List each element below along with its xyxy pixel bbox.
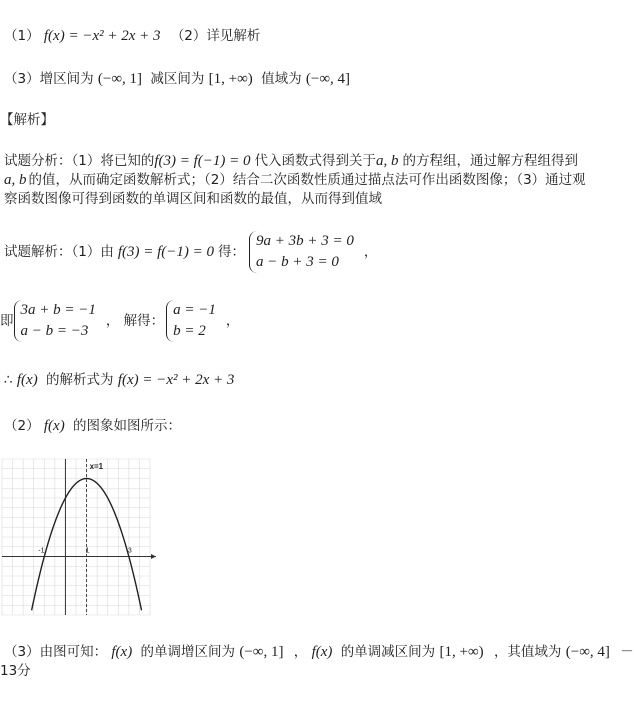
parabola-graph [0, 455, 160, 620]
x-axis-arrow [151, 554, 156, 559]
equation-system-2 [14, 300, 100, 342]
score: 13分 [0, 663, 31, 679]
conclusion-text-2: 的单调增区间为 [140, 644, 236, 660]
answer-decreasing-interval: [1, +∞) [208, 71, 253, 87]
conclusion-text-4: ，其值域为 [493, 644, 562, 660]
therefore-symbol: ∴ [4, 372, 13, 388]
conclusion-fx-2: f(x) [311, 644, 333, 660]
answer-line-2 [4, 70, 350, 88]
solution-condition: f(3) = f(−1) = 0 [117, 244, 215, 260]
solution-step-4-text: 的图象如图所示： [73, 418, 182, 434]
solution-step-4 [4, 417, 181, 435]
answer-part-1-label: （1） [4, 28, 40, 44]
solution-ji: 即 [0, 313, 14, 329]
comma: ， [363, 244, 378, 260]
conclusion-line-1 [4, 643, 634, 661]
system-1-row-1: 9a + 3b + 3 = 0 [256, 233, 354, 249]
equation-system-3 [166, 300, 220, 342]
solution-function: f(x) = −x² + 2x + 3 [117, 372, 235, 388]
solution-step-3 [4, 371, 234, 389]
analysis-line-2 [4, 171, 586, 189]
fx-symbol: f(x) [16, 372, 38, 388]
fx-symbol-2: f(x) [43, 418, 65, 434]
solution-step-3-text: 的解析式为 [46, 372, 114, 388]
system-3-row-1: a = −1 [173, 302, 216, 318]
part-2-label: （2） [4, 418, 40, 434]
answer-line-1 [4, 27, 260, 45]
graph-grid [2, 459, 150, 615]
system-2-row-2: a − b = −3 [20, 323, 89, 339]
answer-range-label: 值域为 [261, 71, 302, 87]
analysis-text-a: 试题分析：（1）将已知的 [4, 153, 155, 169]
answer-range: (−∞, 4] [305, 71, 351, 87]
tick-label-1: 1 [85, 547, 90, 555]
conclusion-comma: ， [293, 644, 308, 660]
conclusion-decreasing-interval: [1, +∞) [439, 644, 484, 660]
solution-jiede: ， 解得： [105, 313, 165, 329]
equation-system-1 [249, 231, 358, 273]
solution-de: 得： [218, 244, 246, 260]
analysis-ab-2: a, b [4, 172, 27, 188]
answer-decreasing-label: 减区间为 [150, 71, 205, 87]
conclusion-text-3: 的单调减区间为 [340, 644, 436, 660]
tick-label-3: 3 [127, 547, 132, 555]
analysis-line-1 [4, 152, 578, 170]
answer-part-3-label: （3）增区间为 [4, 71, 94, 87]
solution-step-2 [0, 298, 239, 344]
analysis-text-d: 的值，从而确定函数解析式；（2）结合二次函数性质通过描点法可作出函数图像；（3）通过观 [28, 172, 586, 188]
system-1-row-2: a − b + 3 = 0 [256, 254, 339, 270]
analysis-text-b: 代入函数式得到关于 [254, 153, 377, 169]
conclusion-range: (−∞, 4] [565, 644, 610, 660]
conclusion-dash: － [620, 644, 634, 660]
analysis-line-3: 察函数图像可得到函数的单调区间和函数的最值，从而得到值域 [4, 191, 382, 207]
system-2-row-1: 3a + b = −1 [20, 302, 96, 318]
tick-label-neg1: -1 [38, 547, 45, 555]
analysis-ab: a, b [376, 153, 399, 169]
comma-2: ， [225, 313, 240, 329]
symmetry-axis-label: x=1 [89, 462, 104, 471]
answer-increasing-interval: (−∞, 1] [97, 71, 143, 87]
conclusion-text-1: （3）由图可知： [4, 644, 108, 660]
answer-function: f(x) = −x² + 2x + 3 [43, 28, 161, 44]
answer-part-2-label: （2）详见解析 [170, 28, 261, 44]
solution-step-1 [4, 229, 377, 275]
section-title-jiexi: 【解析】 [0, 112, 54, 128]
conclusion-increasing-interval: (−∞, 1] [239, 644, 284, 660]
system-3-row-2: b = 2 [173, 323, 206, 339]
analysis-condition: f(3) = f(−1) = 0 [154, 153, 251, 169]
analysis-text-c: 的方程组，通过解方程组得到 [402, 153, 579, 169]
conclusion-fx-1: f(x) [111, 644, 133, 660]
solution-step-1-text: 试题解析：（1）由 [4, 244, 114, 260]
